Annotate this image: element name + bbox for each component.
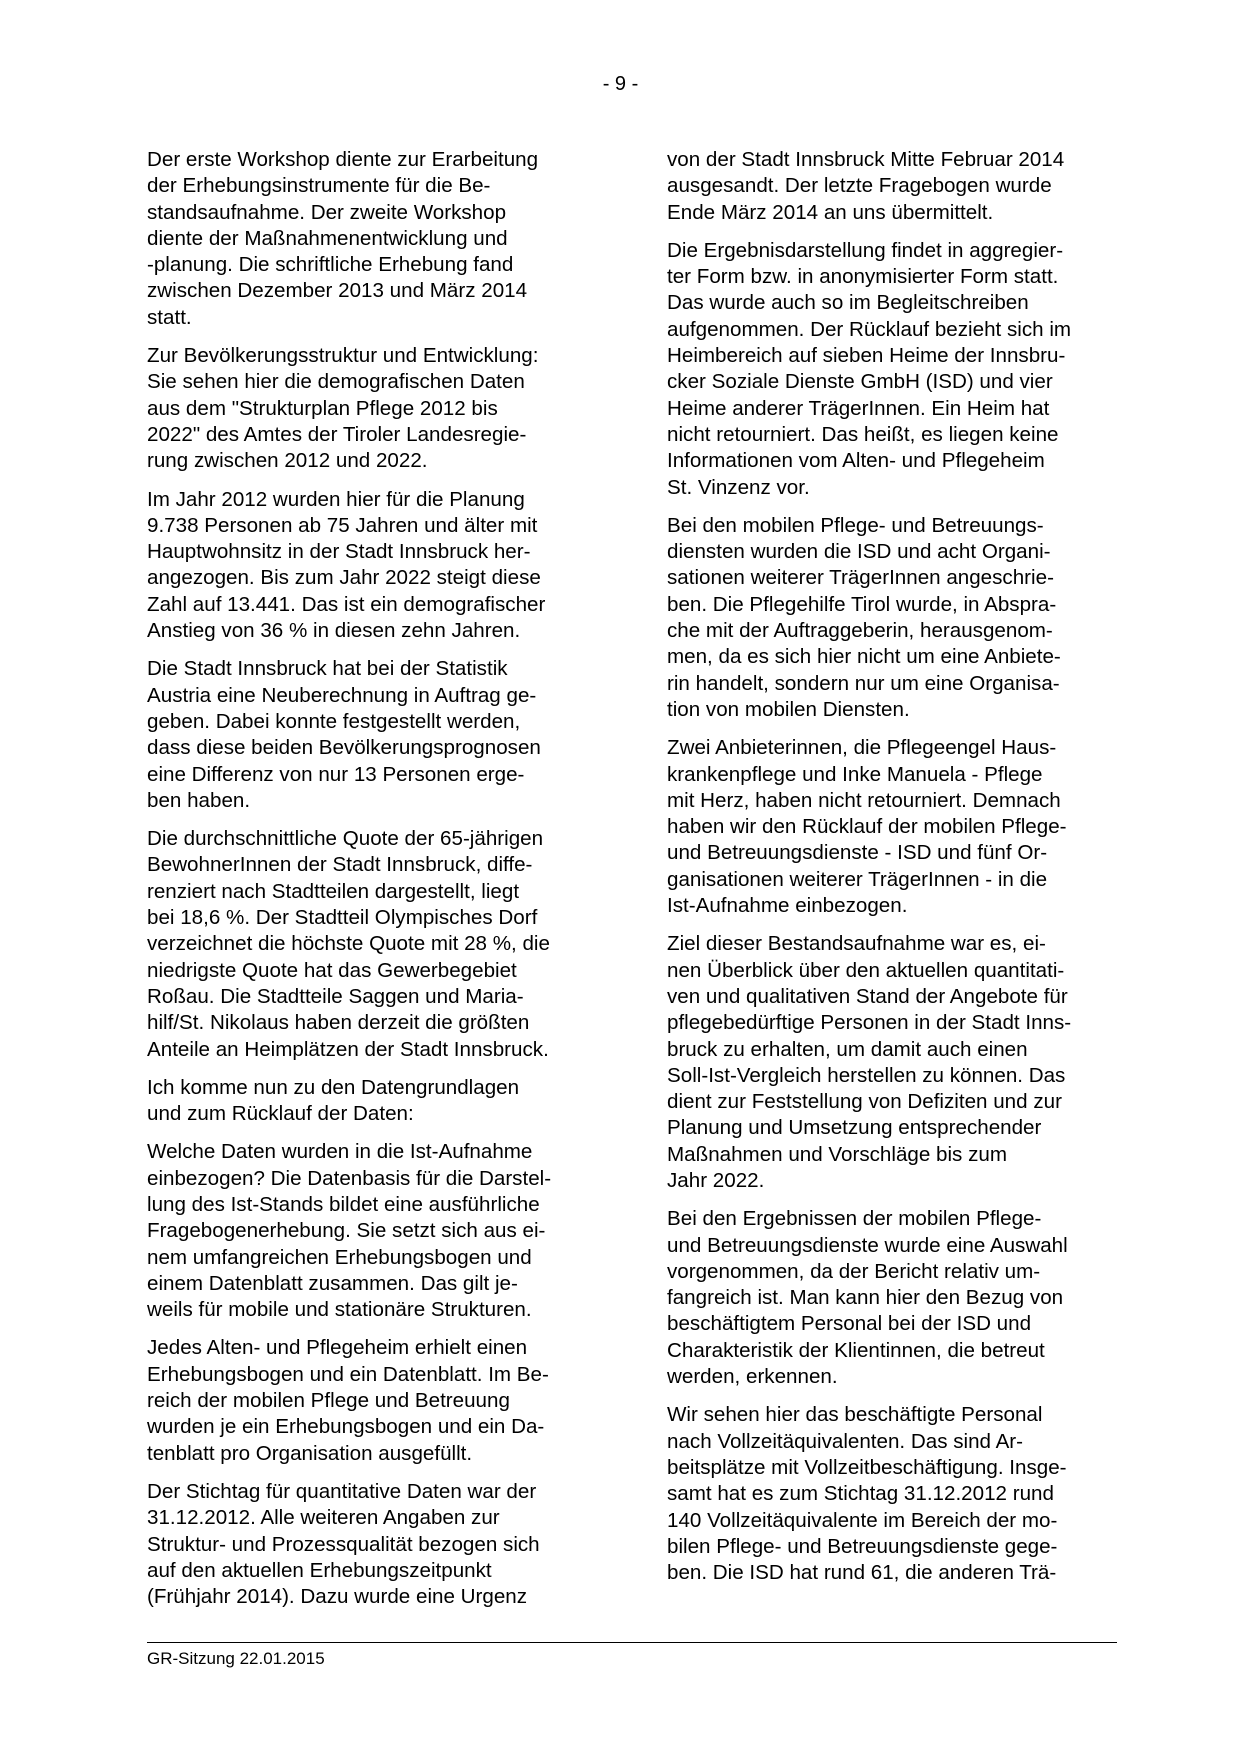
paragraph: Der erste Workshop diente zur Erarbeitung der Erhebungsinstrumente für die Be- standsaufnahme. Der zweite Workshop diente der Maßnahmenentwicklung und -planung. Die schriftliche Erhebung fand zwischen Dezember 2013 und März 2014 statt. — [147, 148, 539, 329]
page-number: - 9 - — [602, 73, 639, 95]
right-column — [667, 147, 1129, 1598]
left-column — [147, 147, 602, 1622]
footer-text: GR-Sitzung 22.01.2015 — [147, 1649, 325, 1668]
paragraph: Zur Bevölkerungsstruktur und Entwicklung: Sie sehen hier die demografischen Daten aus dem "Strukturplan Pflege 2012 bis 2022" des Amtes der Tiroler Landesregie- rung zwischen 2012 und 2022. — [147, 344, 539, 473]
paragraph: von der Stadt Innsbruck Mitte Februar 2014 ausgesandt. Der letzte Fragebogen wurde Ende März 2014 an uns übermittelt. — [667, 148, 1065, 224]
paragraph: Im Jahr 2012 wurden hier für die Planung 9.738 Personen ab 75 Jahren und älter mit Hauptwohnsitz in der Stadt Innsbruck her- angezogen. Bis zum Jahr 2022 steigt diese Zahl auf 13.441. Das ist ein demografischer Anstieg von 36 % in diesen zehn Jahren. — [147, 487, 546, 643]
paragraph: Wir sehen hier das beschäftigte Personal nach Vollzeitäquivalenten. Das sind Ar- beitsplätze mit Vollzeitbeschäftigung. Insge- samt hat es zum Stichtag 31.12.2012 rund 140 Vollzeitäquivalente im Bereich der mo- bilen Pflege- und Betreuungsdienste gege- ben. Die ISD hat rund 61, die anderen Trä- — [667, 1403, 1067, 1585]
paragraph: Ziel dieser Bestandsaufnahme war es, ei- nen Überblick über den aktuellen quantitati- ven und qualitativen Stand der Angebote für pflegebedürftige Personen in der Stadt Inns- bruck zu erhalten, um damit auch einen Soll-Ist-Vergleich herstellen zu können. Das dient zur Feststellung von Defiziten und zur Planung und Umsetzung entsprechender Maßnahmen und Vorschläge bis zum Jahr 2022. — [667, 932, 1072, 1192]
paragraph: Die Stadt Innsbruck hat bei der Statistik Austria eine Neuberechnung in Auftrag ge- geben. Dabei konnte festgestellt werden, dass diese beiden Bevölkerungsprognosen eine Differenz von nur 13 Personen erge- ben haben. — [147, 657, 541, 812]
paragraph: Zwei Anbieterinnen, die Pflegeengel Haus- krankenpflege und Inke Manuela - Pflege mit Herz, haben nicht retourniert. Demnach haben wir den Rücklauf der mobilen Pflege- und Betreuungsdienste - ISD und fünf Or- ganisationen weiterer TrägerInnen - in die Ist-Aufnahme einbezogen. — [667, 736, 1067, 918]
paragraph: Der Stichtag für quantitative Daten war der 31.12.2012. Alle weiteren Angaben zur Struktur- und Prozessqualität bezogen sich auf den aktuellen Erhebungszeitpunkt (Frühjahr 2014). Dazu wurde eine Urgenz — [147, 1479, 540, 1609]
paragraph: Bei den mobilen Pflege- und Betreuungs- diensten wurden die ISD und acht Organi- sationen weiterer TrägerInnen angeschrie- ben. Die Pflegehilfe Tirol wurde, in Abspra- che mit der Auftraggeberin, herausgenom- men, da es sich hier nicht um eine Anbiete- rin handelt, sondern nur um eine Organisa- tion von mobilen Diensten. — [667, 513, 1061, 721]
footer-divider — [147, 1642, 1117, 1643]
paragraph: Die durchschnittliche Quote der 65-jährigen BewohnerInnen der Stadt Innsbruck, diffe- renziert nach Stadtteilen dargestellt, liegt bei 18,6 %. Der Stadtteil Olympisches Dorf verzeichnet die höchste Quote mit 28 %, die niedrigste Quote hat das Gewerbegebiet Roßau. Die Stadtteile Saggen und Maria- hilf/St. Nikolaus haben derzeit die größten Anteile an Heimplätzen der Stadt Innsbruck. — [147, 827, 550, 1061]
paragraph: Bei den Ergebnissen der mobilen Pflege- und Betreuungsdienste wurde eine Auswahl vorgenommen, da der Bericht relativ um- fangreich ist. Man kann hier den Bezug von beschäftigtem Personal bei der ISD und Charakteristik der Klientinnen, die betreut werden, erkennen. — [667, 1207, 1068, 1389]
paragraph: Jedes Alten- und Pflegeheim erhielt einen Erhebungsbogen und ein Datenblatt. Im Be- reich der mobilen Pflege und Betreuung wurden je ein Erhebungsbogen und ein Da- tenblatt pro Organisation ausgefüllt. — [147, 1336, 549, 1465]
paragraph: Die Ergebnisdarstellung findet in aggregier- ter Form bzw. in anonymisierter Form statt. Das wurde auch so im Begleitschreiben aufgenommen. Der Rücklauf bezieht sich im Heimbereich auf sieben Heime der Innsbru- cker Soziale Dienste GmbH (ISD) und vier Heime anderer TrägerInnen. Ein Heim hat nicht retourniert. Das heißt, es liegen keine Informationen vom Alten- und Pflegeheim St. Vinzenz vor. — [667, 238, 1072, 499]
paragraph: Ich komme nun zu den Datengrundlagen und zum Rücklauf der Daten: — [147, 1075, 520, 1126]
paragraph: Welche Daten wurden in die Ist-Aufnahme einbezogen? Die Datenbasis für die Darstel- lung des Ist-Stands bildet eine ausführliche Fragebogenerhebung. Sie setzt sich aus ei- nem umfangreichen Erhebungsbogen und einem Datenblatt zusammen. Das gilt je- weils für mobile und stationäre Strukturen. — [147, 1140, 552, 1322]
